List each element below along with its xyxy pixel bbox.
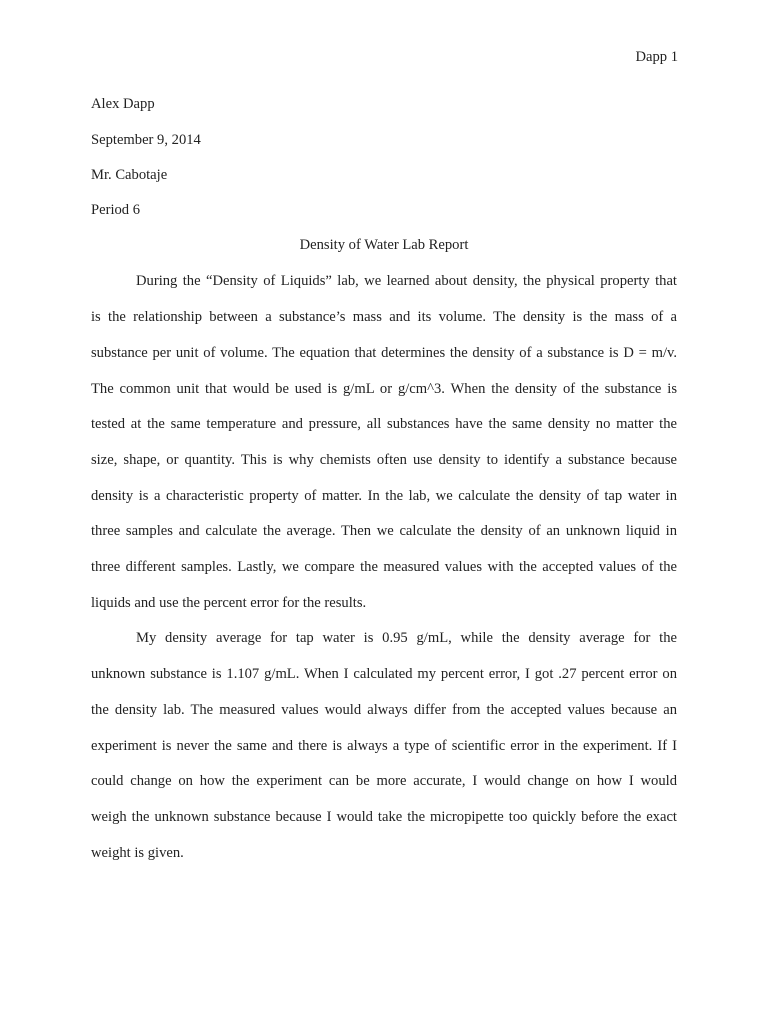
paragraph-line: could change on how the experiment can be more accurate, I would change on how I would [91, 773, 677, 789]
paragraph-line: is the relationship between a substance’s mass and its volume. The density is the mass of a [91, 309, 677, 325]
paragraph-line: the density lab. The measured values would always differ from the accepted values because an [91, 702, 677, 718]
paragraph-line: The common unit that would be used is g/mL or g/cm^3. When the density of the substance is [91, 381, 677, 397]
class-period: Period 6 [91, 202, 141, 218]
paragraph-line: density is a characteristic property of matter. In the lab, we calculate the density of tap water in [91, 488, 677, 504]
paragraph-line: weight is given. [91, 845, 184, 861]
paragraph-line: During the “Density of Liquids” lab, we learned about density, the physical property that [136, 273, 677, 289]
paragraph-line: three different samples. Lastly, we compare the measured values with the accepted values of the [91, 559, 677, 575]
paragraph-line: unknown substance is 1.107 g/mL. When I calculated my percent error, I got .27 percent error on [91, 666, 677, 682]
paragraph-line: liquids and use the percent error for the results. [91, 595, 367, 611]
report-title: Density of Water Lab Report [299, 237, 469, 253]
paragraph-line: size, shape, or quantity. This is why chemists often use density to identify a substance because [91, 452, 677, 468]
paragraph-line: tested at the same temperature and pressure, all substances have the same density no matter the [91, 416, 677, 432]
running-header: Dapp 1 [635, 49, 678, 65]
author-name: Alex Dapp [91, 96, 155, 112]
paragraph-line: My density average for tap water is 0.95 g/mL, while the density average for the [136, 630, 677, 646]
paragraph-line: substance per unit of volume. The equation that determines the density of a substance is D = m/v. [91, 345, 677, 361]
paragraph-line: experiment is never the same and there is always a type of scientific error in the experiment. If I [91, 738, 677, 754]
paragraph-line: three samples and calculate the average. Then we calculate the density of an unknown liquid in [91, 523, 677, 539]
teacher-name: Mr. Cabotaje [91, 167, 168, 183]
report-date: September 9, 2014 [91, 132, 201, 148]
paragraph-line: weigh the unknown substance because I would take the micropipette too quickly before the exact [91, 809, 677, 825]
